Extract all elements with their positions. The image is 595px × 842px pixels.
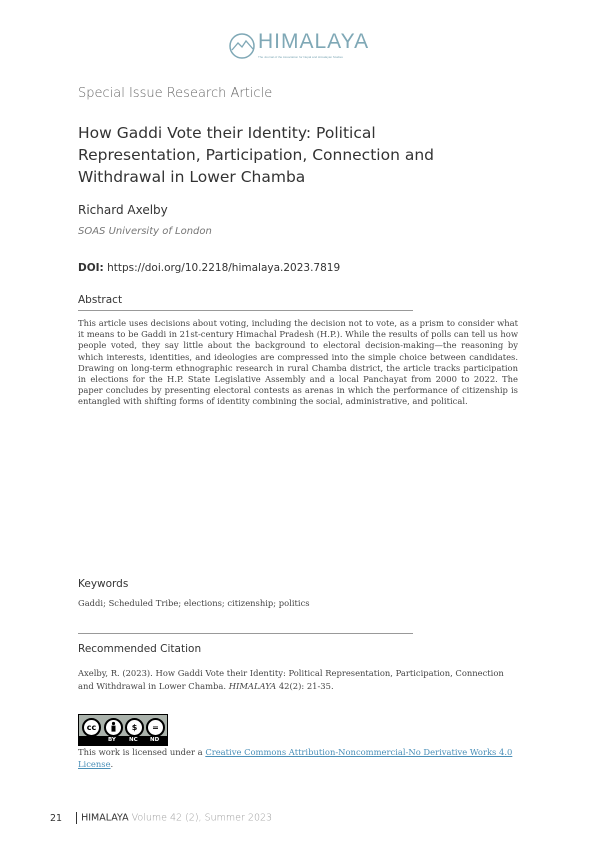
doi-label: DOI:: [78, 262, 104, 274]
footer-journal: HIMALAYA: [81, 812, 129, 824]
person-icon: [104, 718, 123, 737]
footer-volume: Volume 42 (2), Summer 2023: [131, 812, 273, 824]
cc-license-badge[interactable]: [78, 714, 168, 746]
abstract-heading: Abstract: [78, 294, 123, 306]
noderivatives-icon: =: [146, 718, 165, 737]
citation-body: Axelby, R. (2023). How Gaddi Vote their Identity: Political Representation, Participation, Connection and Withdrawal in Lower Chamba.: [78, 668, 504, 691]
page-footer: [50, 812, 272, 824]
citation-divider: [78, 633, 413, 634]
abstract-divider: [78, 310, 413, 311]
keywords-text: Gaddi; Scheduled Tribe; elections; citizenship; politics: [78, 598, 310, 608]
cc-by-label: BY: [108, 737, 116, 743]
doi-line: [78, 262, 340, 274]
citation-journal: HIMALAYA: [228, 681, 277, 691]
doi-link[interactable]: https://doi.org/10.2218/himalaya.2023.7819: [107, 262, 341, 274]
attribution-person-icon: [106, 720, 121, 735]
page-number: 21: [50, 812, 63, 824]
citation-heading: Recommended Citation: [78, 643, 202, 655]
citation-volume: 42(2): 21-35.: [276, 681, 334, 691]
noncommercial-icon: $: [125, 718, 144, 737]
abstract-text: This article uses decisions about voting, including the decision not to vote, as a prism to consider what it means to be Gaddi in 21st-century Himachal Pradesh (H.P.). While the results of polls can tell us how people voted, they say little about the background to electoral decision-making—the reasoning by which interests, identities, and ideologies are compressed into the simple choice between candidates. Drawing on long-term ethnographic research in rural Chamba district, the article tracks participation in elections for the H.P. State Legislative Assembly and a local Panchayat from 2000 to 2022. The paper concludes by presenting electoral contests as arenas in which the performance of citizenship is entangled with shifting forms of identity combining the social, administrative, and political.: [78, 318, 518, 407]
license-link[interactable]: Creative Commons Attribution-Noncommercial-No Derivative Works 4.0 License: [78, 747, 513, 769]
keywords-heading: Keywords: [78, 578, 129, 590]
logo-tagline: The Journal of the Association for Nepal and Himalayan Studies: [258, 55, 343, 59]
cc-icon: cc: [82, 718, 101, 737]
license-text: This work is licensed under a: [78, 747, 206, 757]
license-statement: [78, 747, 523, 770]
logo-wordmark: HIMALAYA: [258, 30, 370, 53]
author-affiliation: SOAS University of London: [78, 226, 212, 237]
license-end: .: [110, 758, 114, 769]
journal-logo: [228, 30, 378, 62]
article-type: Special Issue Research Article: [78, 86, 273, 101]
author-name: Richard Axelby: [78, 203, 168, 217]
mountain-logo-icon: [228, 32, 258, 62]
cc-nd-label: ND: [150, 737, 160, 743]
article-title: How Gaddi Vote their Identity: Political Representation, Participation, Connection and Withdrawal in Lower Chamba: [78, 124, 434, 186]
cc-nc-label: NC: [129, 737, 138, 743]
citation-text: [78, 667, 518, 693]
footer-divider: [76, 812, 77, 824]
